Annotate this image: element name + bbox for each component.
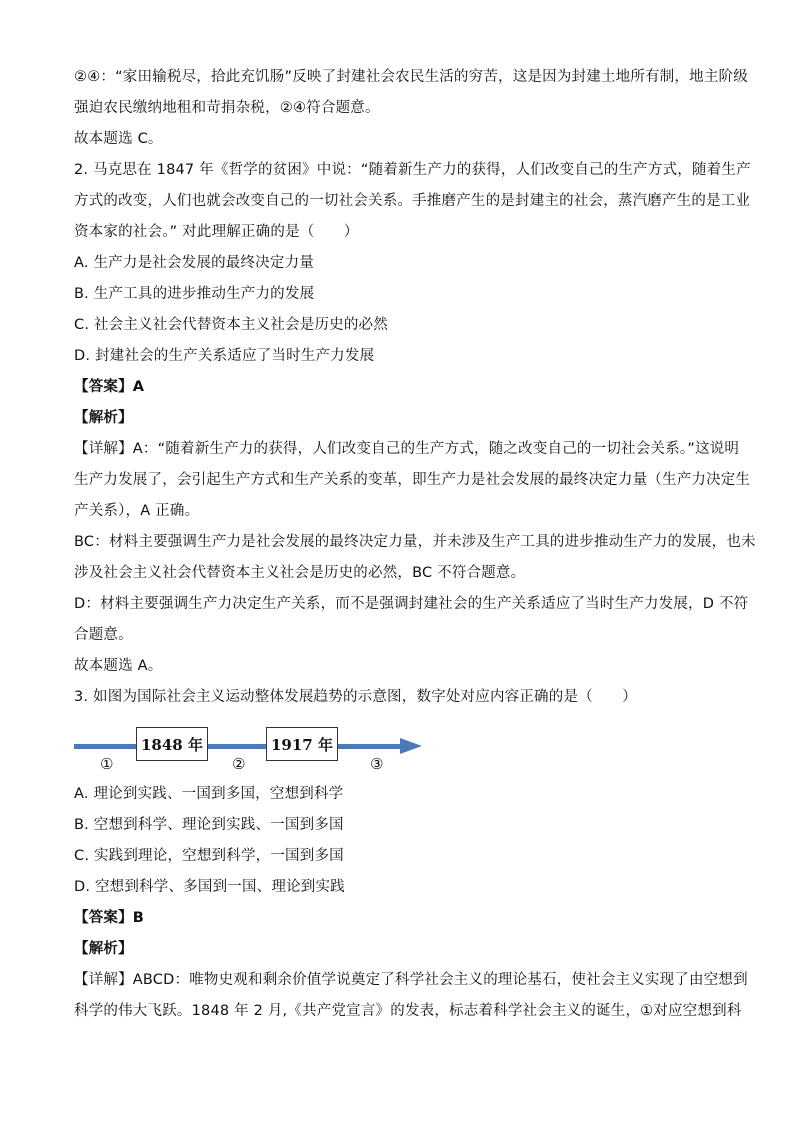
option-d: D. 空想到科学、多国到一国、理论到实践 (74, 879, 345, 895)
option-a: A. 生产力是社会发展的最终决定力量 (74, 255, 314, 271)
question-2-stem: 2. 马克思在 1847 年《哲学的贫困》中说：“随着新生产力的获得，人们改变自己的生产方式，随着生产 (74, 162, 751, 178)
text-line: 方式的改变，人们也就会改变自己的一切社会关系。手推磨产生的是封建主的社会，蒸汽磨产生的是工业 (74, 193, 751, 209)
answer-label: 【答案】B (74, 910, 145, 926)
answer-label: 【答案】A (74, 379, 145, 395)
text-line: 故本题选 A。 (74, 658, 163, 674)
text-line: 故本题选 C。 (74, 131, 163, 147)
timeline-marker-3: ③ (370, 755, 384, 773)
text-line: 合题意。 (74, 627, 133, 643)
option-a: A. 理论到实践、一国到多国，空想到科学 (74, 786, 344, 802)
detail-text: 【详解】A：“随着新生产力的获得，人们改变自己的生产方式，随之改变自己的一切社会关系。”这说明 (74, 441, 740, 457)
timeline-marker-1: ① (100, 755, 114, 773)
text-line: ②④：“家田输税尽，拾此充饥肠”反映了封建社会农民生活的穷苦，这是因为封建土地所有制，地主阶级 (74, 69, 748, 85)
option-b: B. 空想到科学、理论到实践、一国到多国 (74, 817, 344, 833)
analysis-label: 【解析】 (74, 410, 133, 426)
timeline-box-1848: 1848 年 (136, 727, 208, 761)
text-line: 科学的伟大飞跃。1848 年 2 月,《共产党宣言》的发表，标志着科学社会主义的诞生，①对应空想到科 (74, 1003, 742, 1019)
text-line: 资本家的社会。” 对此理解正确的是（ ） (74, 224, 359, 240)
option-c: C. 实践到理论，空想到科学，一国到多国 (74, 848, 344, 864)
arrow-head-icon (400, 738, 422, 754)
detail-text: 【详解】ABCD：唯物史观和剩余价值学说奠定了科学社会主义的理论基石，使社会主义实现了由空想到 (74, 972, 748, 988)
option-b: B. 生产工具的进步推动生产力的发展 (74, 286, 315, 302)
option-c: C. 社会主义社会代替资本主义社会是历史的必然 (74, 317, 388, 333)
timeline-box-1917: 1917 年 (266, 727, 338, 761)
text-line: 强迫农民缴纳地租和苛捐杂税，②④符合题意。 (74, 100, 380, 116)
timeline-marker-2: ② (232, 755, 246, 773)
analysis-label: 【解析】 (74, 941, 133, 957)
text-line: D：材料主要强调生产力决定生产关系，而不是强调封建社会的生产关系适应了当时生产力发展，D 不符 (74, 596, 749, 612)
text-line: BC：材料主要强调生产力是社会发展的最终决定力量，并未涉及生产工具的进步推动生产力的发展，也未 (74, 534, 756, 550)
text-line: 涉及社会主义社会代替资本主义社会是历史的必然，BC 不符合题意。 (74, 565, 526, 581)
option-d: D. 封建社会的生产关系适应了当时生产力发展 (74, 348, 375, 364)
text-line: 产关系），A 正确。 (74, 503, 200, 519)
timeline-diagram (74, 722, 434, 780)
question-3-stem: 3. 如图为国际社会主义运动整体发展趋势的示意图，数字处对应内容正确的是（ ） (74, 689, 637, 705)
text-line: 生产力发展了，会引起生产方式和生产关系的变革，即生产力是社会发展的最终决定力量（生产力决定生 (74, 472, 751, 488)
timeline-bar (74, 744, 404, 749)
